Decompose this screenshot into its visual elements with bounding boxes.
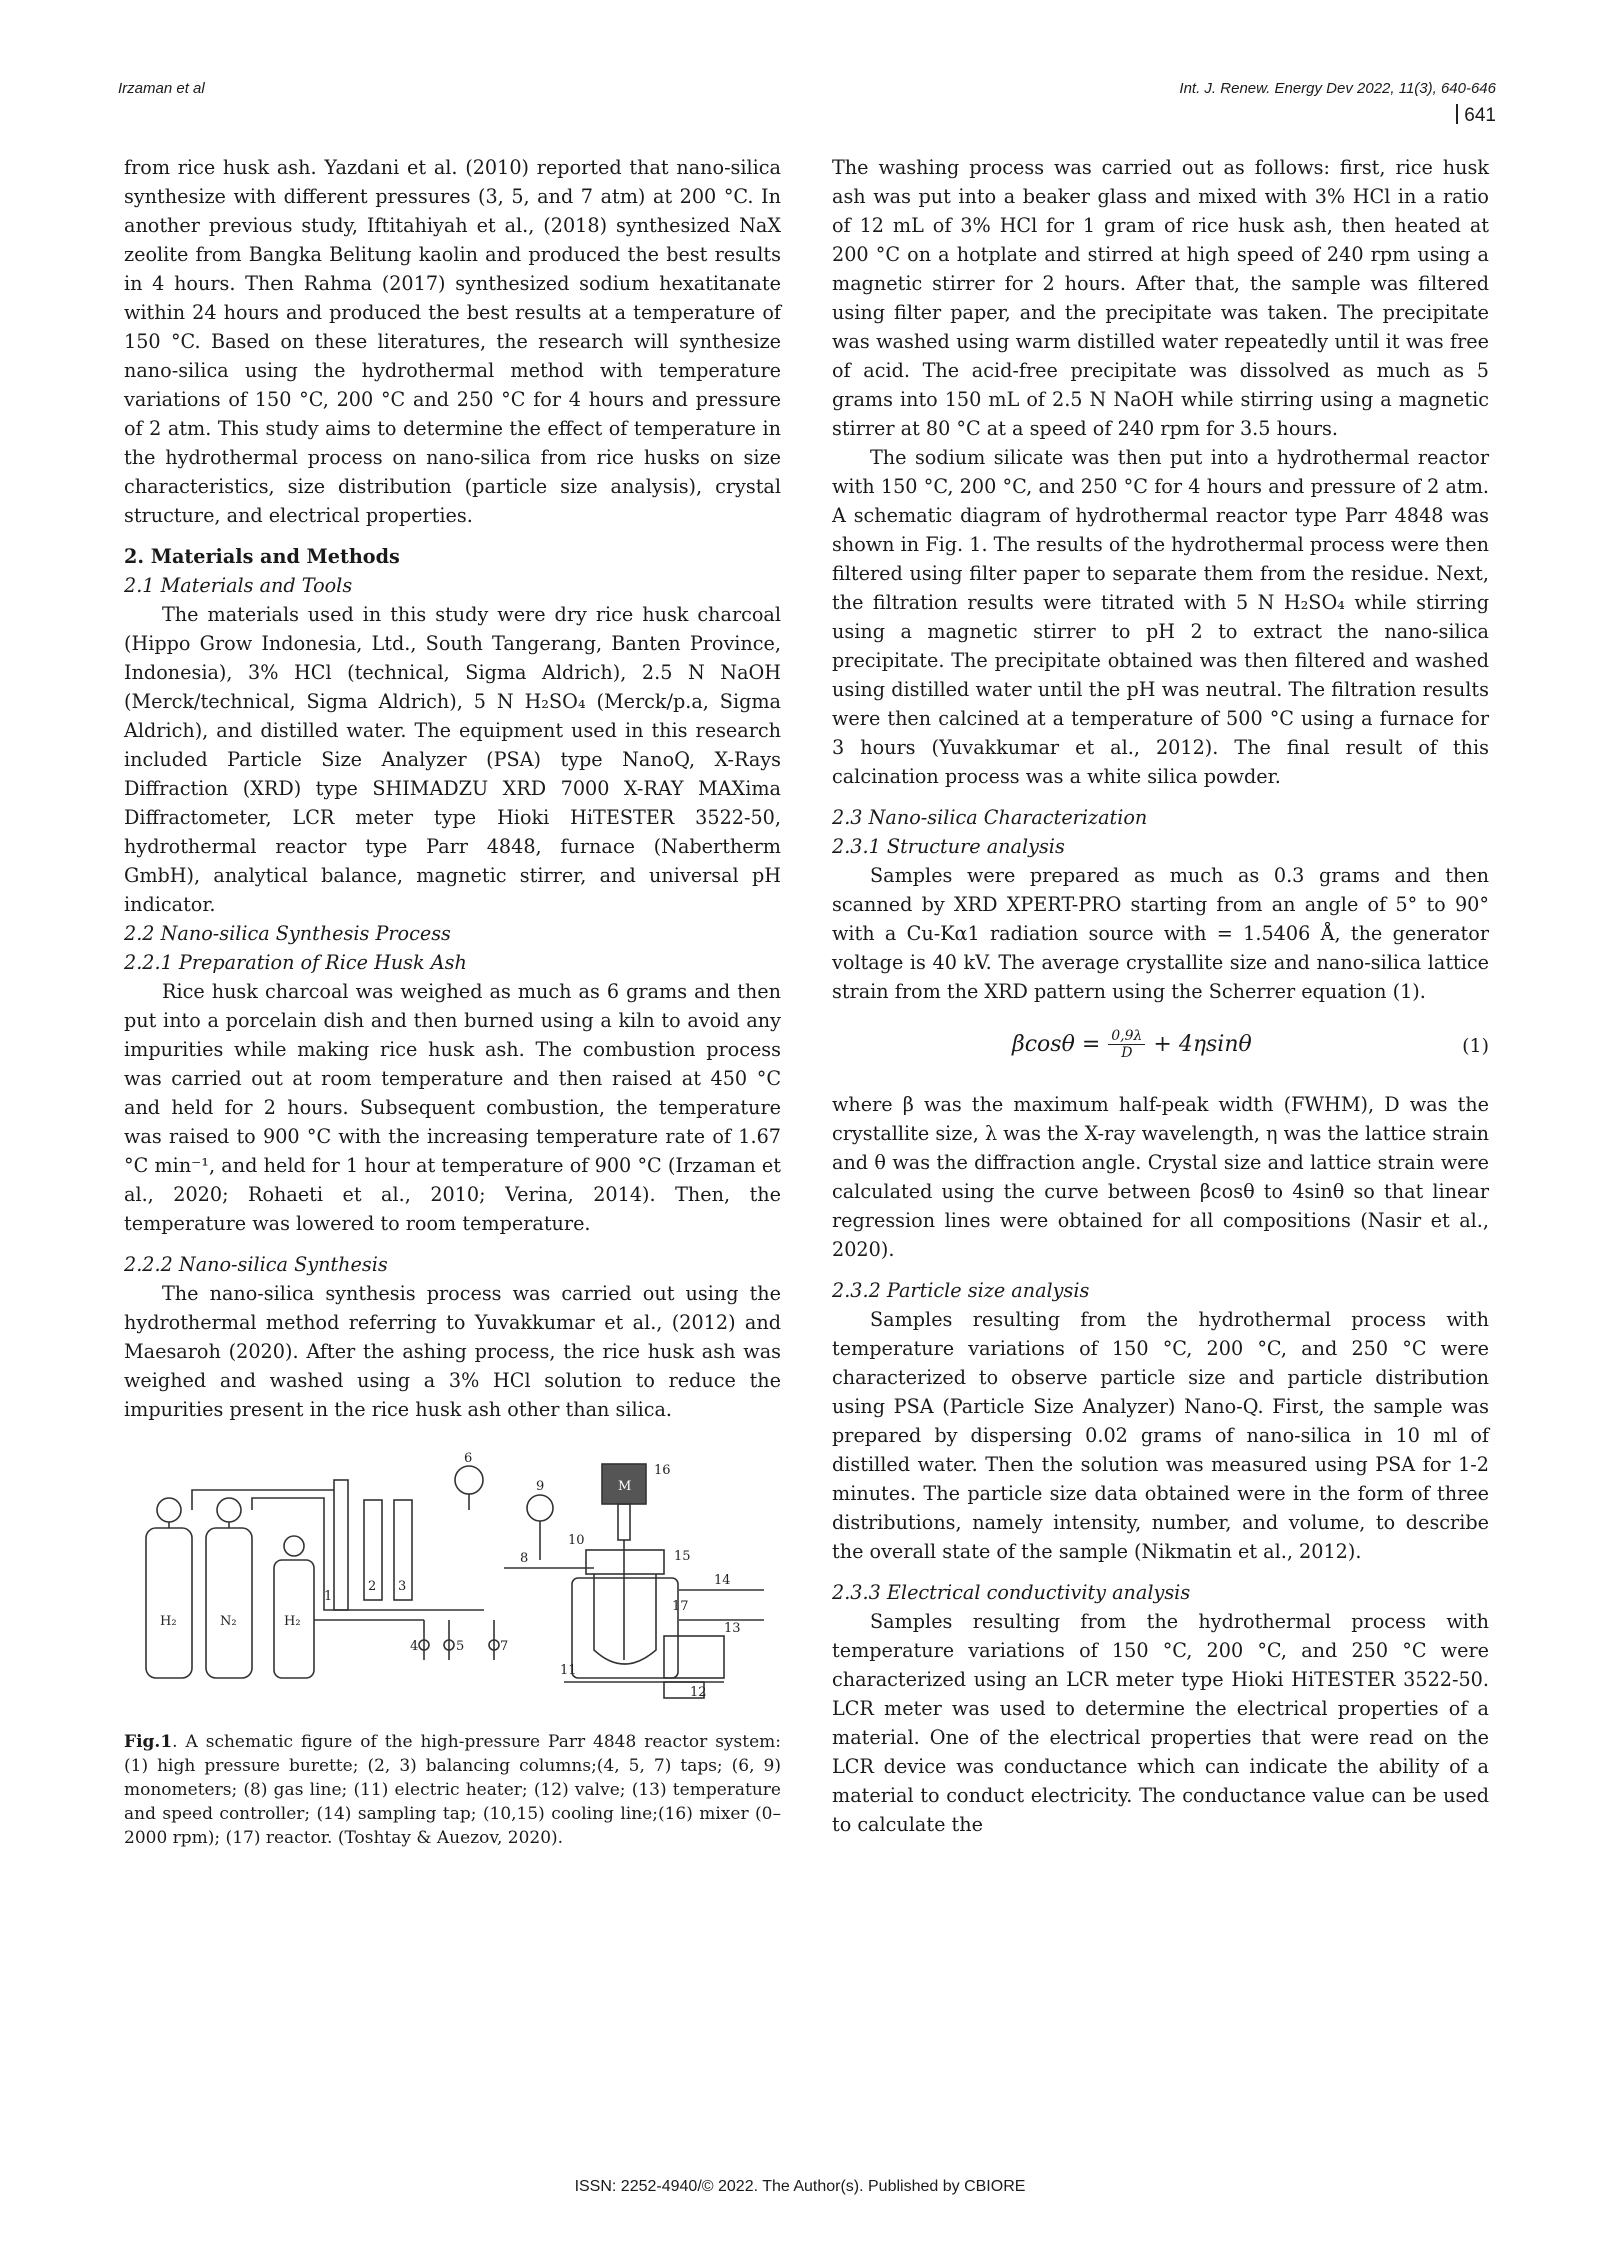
fig-label-9: 9: [536, 1479, 545, 1494]
paragraph-washing: The washing process was carried out as follows: first, rice husk ash was put into a beaker glass and mixed with 3% HCl in a ratio of 12 mL of 3% HCl for 1 gram of rice husk ash, then heated at 200 °C on a hotplate and stirred at high speed of 240 rpm using a magnetic stirrer for 2 hours. After that, the sample was filtered using filter paper, and the precipitate was taken. The precipitate was washed using warm distilled water repeatedly until it was free of acid. The acid-free precipitate was dissolved as much as 5 grams into 150 mL of 2.5 N NaOH while stirring using a magnetic stirrer at 80 °C at a speed of 240 rpm for 3.5 hours.: [832, 156, 1489, 440]
fig-label-1: 1: [324, 1589, 333, 1604]
equation-body: [1012, 1028, 1252, 1061]
fig-label-h2a: H₂: [160, 1614, 177, 1629]
right-column: [832, 153, 1489, 1839]
equation-number: (1): [1462, 1035, 1489, 1057]
fig-label-16: 16: [654, 1463, 671, 1478]
page-number-bar: [1456, 104, 1458, 124]
fig-label-m: M: [618, 1479, 632, 1494]
running-header-journal: Int. J. Renew. Energy Dev 2022, 11(3), 640-646: [1179, 80, 1496, 97]
reactor-schematic-diagram: [124, 1450, 781, 1722]
fig-label-6: 6: [464, 1451, 473, 1466]
equation-left: βcosθ =: [1012, 1032, 1101, 1057]
section-heading-methods: 2. Materials and Methods: [124, 545, 400, 568]
page-number: [1456, 104, 1496, 127]
subsection-heading-electrical: 2.3.3 Electrical conductivity analysis: [832, 1581, 1191, 1604]
equation-right: + 4ηsinθ: [1153, 1032, 1252, 1057]
figure-caption-text: . A schematic figure of the high-pressure Parr 4848 reactor system: (1) high pressure burette; (2, 3) balancing columns;(4, 5, 7) taps; (6, 9) monometers; (8) gas line; (11) electric heater; (12) valve; (13) temperature and speed controller; (14) sampling tap; (10,15) cooling line;(16) mixer (0–2000 rpm); (17) reactor. (Toshtay & Auezov, 2020).: [124, 1732, 781, 1848]
subsection-heading-nano-silica-synthesis: 2.2.2 Nano-silica Synthesis: [124, 1253, 388, 1276]
paragraph-particle-size: Samples resulting from the hydrothermal process with temperature variations of 150 °C, 200 °C, and 250 °C were characterized to observe particle size and particle distribution using PSA (Particle Size Analyzer) Nano-Q. First, the sample was prepared by dispersing 0.02 grams of nano-silica in 10 ml of distilled water. Then the solution was measured using PSA for 1-2 minutes. The particle size data obtained were in the form of three distributions, namely intensity, number, and volume, to describe the overall state of the sample (Nikmatin et al., 2012).: [832, 1308, 1489, 1563]
subsection-heading-materials: 2.1 Materials and Tools: [124, 574, 353, 597]
figure-caption-label: Fig.1: [124, 1732, 173, 1752]
fig-label-13: 13: [724, 1621, 741, 1636]
paragraph-materials: The materials used in this study were dry rice husk charcoal (Hippo Grow Indonesia, Ltd., South Tangerang, Banten Province, Indonesia), 3% HCl (technical, Sigma Aldrich), 2.5 N NaOH (Merck/technical, Sigma Aldrich), 5 N H₂SO₄ (Merck/p.a, Sigma Aldrich), and distilled water. The equipment used in this research included Particle Size Analyzer (PSA) type NanoQ, X-Rays Diffraction (XRD) type SHIMADZU XRD 7000 X-RAY MAXima Diffractometer, LCR meter type Hioki HiTESTER 3522-50, hydrothermal reactor type Parr 4848, furnace (Nabertherm GmbH), analytical balance, magnetic stirrer, and universal pH indicator.: [124, 603, 781, 916]
cylinder-n2: [206, 1528, 252, 1678]
scherrer-equation: [832, 1018, 1489, 1080]
subsection-heading-rice-husk-ash: 2.2.1 Preparation of Rice Husk Ash: [124, 951, 467, 974]
paragraph-intro-end: from rice husk ash. Yazdani et al. (2010) reported that nano-silica synthesize with different pressures (3, 5, and 7 atm) at 200 °C. In another previous study, Iftitahiyah et al., (2018) synthesized NaX zeolite from Bangka Belitung kaolin and produced the best results in 4 hours. Then Rahma (2017) synthesized sodium hexatitanate within 24 hours and produced the best results at a temperature of 150 °C. Based on these literatures, the research will synthesize nano-silica using the hydrothermal method with temperature variations of 150 °C, 200 °C and 250 °C for 4 hours and pressure of 2 atm. This study aims to determine the effect of temperature in the hydrothermal process on nano-silica from rice husks on size characteristics, size distribution (particle size analysis), crystal structure, and electrical properties.: [124, 156, 781, 527]
fig-label-15: 15: [674, 1549, 691, 1564]
figure-caption: [124, 1730, 781, 1850]
equation-numerator: 0,9λ: [1108, 1028, 1145, 1045]
fig-label-10: 10: [568, 1533, 585, 1548]
fig-label-h2b: H₂: [284, 1614, 301, 1629]
equation-denominator: D: [1121, 1045, 1133, 1061]
subsection-heading-synthesis-process: 2.2 Nano-silica Synthesis Process: [124, 922, 451, 945]
fig-label-2: 2: [368, 1579, 377, 1594]
fig-label-14: 14: [714, 1573, 731, 1588]
fig-label-4: 4: [410, 1639, 419, 1654]
paragraph-equation-terms: where β was the maximum half-peak width (FWHM), D was the crystallite size, λ was the X-ray wavelength, η was the lattice strain and θ was the diffraction angle. Crystal size and lattice strain were calculated using the curve between βcosθ to 4sinθ so that linear regression lines were obtained for all compositions (Nasir et al., 2020).: [832, 1093, 1489, 1261]
paragraph-hydrothermal: The sodium silicate was then put into a hydrothermal reactor with 150 °C, 200 °C, and 250 °C for 4 hours and pressure of 2 atm. A schematic diagram of hydrothermal reactor type Parr 4848 was shown in Fig. 1. The results of the hydrothermal process were then filtered using filter paper to separate them from the residue. Next, the filtration results were titrated with 5 N H₂SO₄ while stirring using a magnetic stirrer to pH 2 to extract the nano-silica precipitate. The precipitate obtained was then filtered and washed using distilled water until the pH was neutral. The filtration results were then calcined at a temperature of 500 °C using a furnace for 3 hours (Yuvakkumar et al., 2012). The final result of this calcination process was a white silica powder.: [832, 446, 1489, 788]
fig-label-11: 11: [560, 1663, 577, 1678]
fig-label-5: 5: [456, 1639, 465, 1654]
fig-label-n2: N₂: [220, 1614, 237, 1629]
paragraph-rice-husk-ash: Rice husk charcoal was weighed as much as 6 grams and then put into a porcelain dish and then burned using a kiln to avoid any impurities while making rice husk ash. The combustion process was carried out at room temperature and then raised at 450 °C and held for 2 hours. Subsequent combustion, the temperature was raised to 900 °C with the increasing temperature rate of 1.67 °C min⁻¹, and held for 1 hour at temperature of 900 °C (Irzaman et al., 2020; Rohaeti et al., 2010; Verina, 2014). Then, the temperature was lowered to room temperature.: [124, 980, 781, 1235]
fig-label-12: 12: [690, 1685, 707, 1700]
equation-fraction: [1108, 1028, 1145, 1061]
left-column: [124, 153, 781, 1850]
page-footer: ISSN: 2252-4940/© 2022. The Author(s). Published by CBIORE: [574, 2178, 1026, 2195]
fig-label-3: 3: [398, 1579, 407, 1594]
fig-label-8: 8: [520, 1551, 529, 1566]
subsection-heading-characterization: 2.3 Nano-silica Characterization: [832, 806, 1148, 829]
fig-label-17: 17: [672, 1599, 689, 1614]
cylinder-h2: [146, 1528, 192, 1678]
subsection-heading-structure-analysis: 2.3.1 Structure analysis: [832, 835, 1065, 858]
figure-reactor-schematic: [124, 1450, 781, 1722]
page-number-text: 641: [1464, 105, 1496, 126]
fig-label-7: 7: [500, 1639, 509, 1654]
subsection-heading-particle-size: 2.3.2 Particle size analysis: [832, 1279, 1090, 1302]
paragraph-nano-silica-synthesis: The nano-silica synthesis process was carried out using the hydrothermal method referring to Yuvakkumar et al., (2012) and Maesaroh (2020). After the ashing process, the rice husk ash was weighed and washed using a 3% HCl solution to reduce the impurities present in the rice husk ash other than silica.: [124, 1282, 781, 1421]
paragraph-electrical: Samples resulting from the hydrothermal process with temperature variations of 150 °C, 200 °C, and 250 °C were characterized using an LCR meter type Hioki HiTESTER 3522-50. LCR meter was used to determine the electrical properties of a material. One of the electrical properties that were read on the LCR device was conductance which can indicate the ability of a material to conduct electricity. The conductance value can be used to calculate the: [832, 1610, 1489, 1836]
running-header-authors: Irzaman et al: [118, 80, 205, 97]
paragraph-structure-analysis: Samples were prepared as much as 0.3 grams and then scanned by XRD XPERT-PRO starting from an angle of 5° to 90° with a Cu-Kα1 radiation source with = 1.5406 Å, the generator voltage is 40 kV. The average crystallite size and nano-silica lattice strain from the XRD pattern using the Scherrer equation (1).: [832, 864, 1489, 1003]
